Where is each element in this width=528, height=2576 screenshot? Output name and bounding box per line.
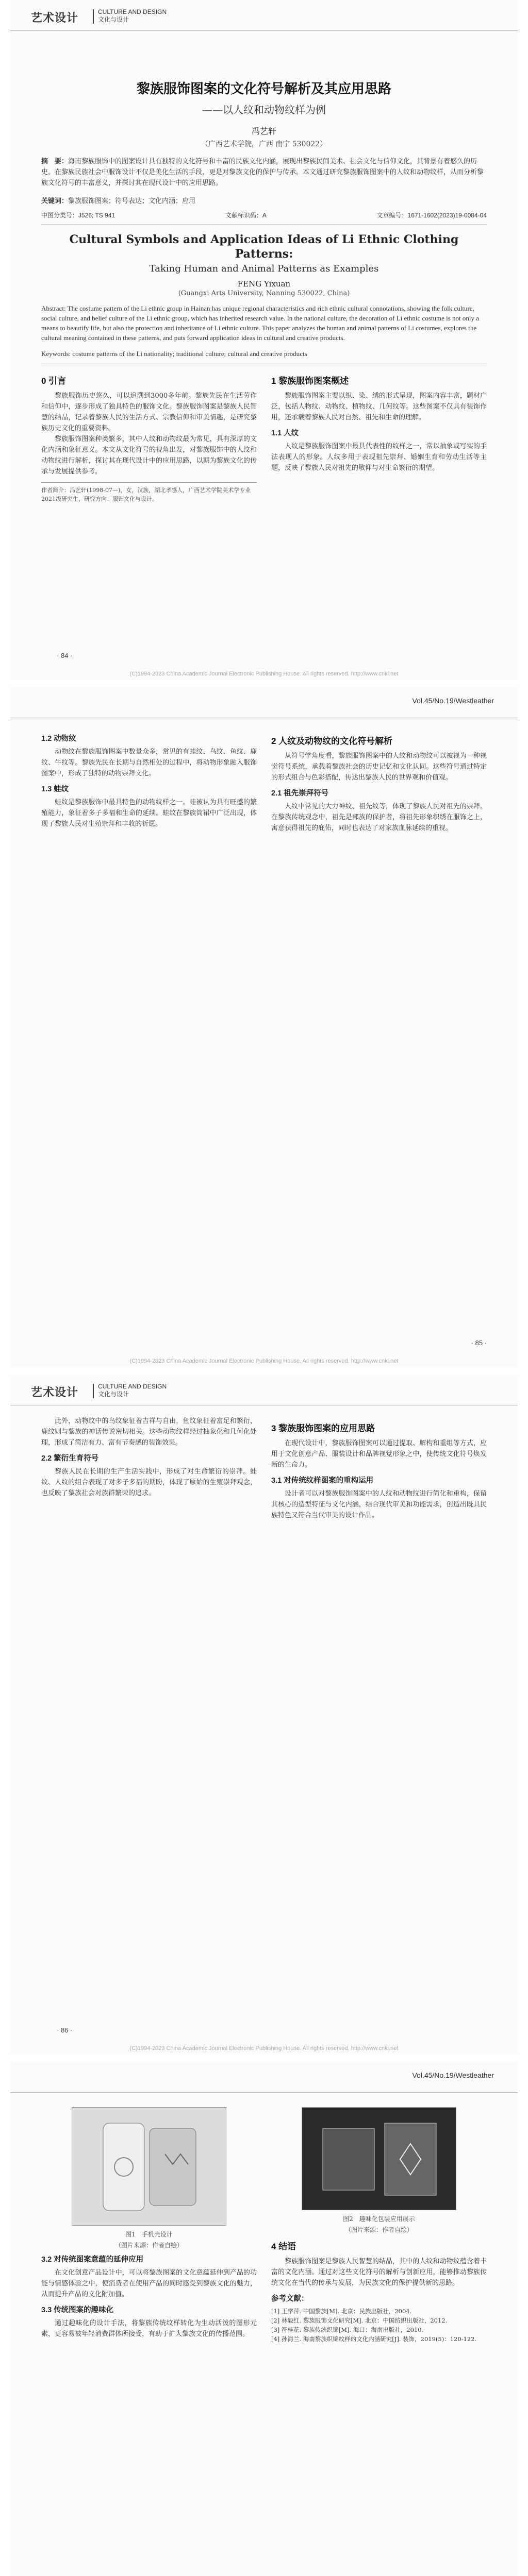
right-column — [271, 368, 487, 503]
paragraph: 黎族服饰图案主要以织、染、绣的形式呈现，图案内容丰富，题材广泛，包括人物纹、动物纹、植物纹、几何纹等。这些图案不仅具有装饰作用，还承载着黎族人民对自然、祖先和生命的理解。 — [271, 392, 487, 421]
abstract-text: 海南黎族服饰中的图案设计具有独特的文化符号和丰富的民族文化内涵，展现出黎族民间美术、社会文化与信仰文化，其背景有着悠久的历史。在黎族民族社会中服饰设计不仅是美化生活的手段，更是对黎族文化的保护与传承。本文通过研究黎族服饰图案中的人纹和动物纹样，从而分析黎族文化符号的丰富意义，并探讨其在现代设计中的应用思路。 — [41, 158, 484, 187]
keywords-text: 黎族服饰图案；符号表达；文化内涵；应用 — [68, 197, 196, 205]
reference-item: [1] 王学萍. 中国黎族[M]. 北京：民族出版社，2004. — [271, 2308, 412, 2315]
page-body — [41, 2103, 487, 2344]
packaging-illustration — [302, 2108, 457, 2211]
body-columns — [41, 368, 487, 503]
paragraph: 蛙纹是黎族服饰中最具特色的动物纹样之一。蛙被认为具有旺盛的繁殖能力，象征着多子多福和生命的延续。蛙纹在黎族筒裙中广泛出现，体现了黎族人民对生殖崇拜和丰收的祈愿。 — [41, 799, 257, 828]
figure-phone-case — [72, 2107, 226, 2226]
figure-caption: 图1 手机壳设计 — [125, 2231, 173, 2238]
author-en: FENG Yixuan — [237, 279, 291, 289]
right-column — [271, 2103, 487, 2344]
affiliation-en: (Guangxi Arts University, Nanning 530022, China) — [178, 290, 350, 297]
paragraph: 动物纹在黎族服饰图案中数量众多，常见的有蛙纹、鸟纹、鱼纹、鹿纹、牛纹等。黎族先民在长期与自然相处的过程中，将动物形象融入服饰图案中，形成了独特的动物崇拜文化。 — [41, 748, 257, 777]
subsection-heading: 2.1 祖先崇拜符号 — [271, 789, 329, 798]
references-heading: 参考文献： — [271, 2295, 309, 2303]
logo-en-line2: 文化与设计 — [98, 1391, 129, 1398]
page-number: · 85 · — [471, 1339, 487, 1347]
phone-case-illustration — [72, 2108, 227, 2226]
page-number: · 86 · — [57, 2026, 73, 2034]
journal-page-4 — [10, 2062, 518, 2576]
subsection-heading: 1.1 人纹 — [271, 429, 299, 437]
article-title-cn: 黎族服饰图案的文化符号解析及其应用思路 — [136, 81, 391, 97]
page-header — [10, 687, 518, 718]
section-heading: 4 结语 — [271, 2242, 296, 2251]
keywords-cn — [41, 196, 487, 207]
copyright-footer: (C)1994-2023 China Academic Journal Electronic Publishing House. All rights reserved. http://www.cnki.net — [129, 2045, 399, 2052]
article-subtitle-cn: ——以人纹和动物纹样为例 — [202, 104, 326, 116]
body-columns — [41, 2103, 487, 2344]
left-column — [41, 728, 257, 834]
keywords-label: 关键词： — [41, 197, 69, 205]
paragraph: 黎族服饰图案种类繁多，其中人纹和动物纹最为常见，具有深厚的文化内涵和象征意义。本文从文化符号的视角出发，对黎族服饰中的人纹和动物纹进行解析，探讨其在现代设计中的应用思路，以期为黎族文化的传承与发展提供参考。 — [41, 435, 257, 476]
section-heading: 1 黎族服饰图案概述 — [271, 376, 349, 386]
page-header — [10, 0, 518, 31]
journal-logo-en — [98, 1383, 167, 1398]
paragraph: 从符号学角度看，黎族服饰图案中的人纹和动物纹可以被视为一种视觉符号系统，承载着黎族社会的历史记忆和文化认同。这些符号通过特定的形式组合与色彩搭配，传达出黎族人民的世界观和价值观。 — [271, 752, 487, 782]
paragraph: 黎族人民在长期的生产生活实践中，形成了对生命繁衍的崇拜。蛙纹、人纹的组合表现了对多子多福的期盼，体现了原始的生殖崇拜观念，也反映了黎族社会对族群繁荣的追求。 — [41, 1468, 257, 1497]
keywords-en: Keywords: costume patterns of the Li nationality; traditional culture; cultural and creative products — [41, 350, 307, 358]
affiliation-cn: （广西艺术学院，广西 南宁 530022） — [201, 140, 327, 148]
page-header — [10, 2062, 518, 2093]
article-head — [41, 31, 487, 503]
left-column — [41, 1416, 257, 1521]
journal-logo: 艺术设计 — [31, 11, 79, 25]
abstract-label: 摘 要： — [41, 158, 69, 165]
logo-divider — [93, 9, 94, 24]
paragraph: 人纹中常见的大力神纹、祖先纹等，体现了黎族人民对祖先的崇拜。在黎族传统观念中，祖先是部族的保护者，将祖先形象织绣在服饰之上，寓意获得祖先的庇佑，同时也表达了对家族血脉延续的重视。 — [271, 803, 487, 832]
logo-en-line1: CULTURE AND DESIGN — [98, 8, 167, 15]
figure-source: （图片来源：作者自绘） — [344, 2226, 413, 2233]
article-meta — [41, 211, 487, 219]
body-columns — [41, 728, 487, 834]
subsection-heading: 1.3 蛙纹 — [41, 785, 69, 793]
article-id: 文章编号：1671-1602(2023)19-0084-04 — [376, 212, 487, 219]
page-number: · 84 · — [57, 652, 73, 659]
journal-page-2 — [10, 687, 518, 1367]
figure-caption: 图2 趣味化包装应用展示 — [343, 2215, 415, 2223]
right-column — [271, 728, 487, 834]
left-column — [41, 2103, 257, 2344]
journal-page-1 — [10, 0, 518, 680]
body-columns — [41, 1416, 487, 1521]
author-cn: 冯艺轩 — [251, 126, 276, 136]
journal-page-3 — [10, 1375, 518, 2055]
left-column — [41, 368, 257, 503]
article-subtitle-en: Taking Human and Animal Patterns as Examples — [149, 263, 379, 274]
copyright-footer: (C)1994-2023 China Academic Journal Electronic Publishing House. All rights reserved. http://www.cnki.net — [129, 1358, 399, 1364]
subsection-heading: 3.3 传统图案的趣味化 — [41, 2306, 114, 2314]
author-footnote: 作者简介：冯艺轩(1998-07—)，女，汉族，湖北孝感人，广西艺术学院美术学专业2021级研究生，研究方向：服饰文化与设计。 — [41, 482, 257, 503]
reference-item: [4] 孙海兰. 海南黎族织锦纹样的文化内涵研究[J]. 装饰，2019(5)：120-122. — [271, 2335, 477, 2343]
paragraph: 在文化创意产品设计中，可以将黎族图案的文化意蕴延伸到产品的功能与情感体验之中，使消费者在使用产品的同时感受到黎族文化的魅力，从而提升产品的文化附加值。 — [41, 2269, 257, 2298]
clc-number: 中图分类号：J526; TS 941 — [41, 212, 116, 219]
paragraph: 黎族服饰历史悠久，可以追溯到3000多年前。黎族先民在生活劳作和信仰中，逐步形成了独具特色的服饰文化。黎族服饰图案是黎族人民智慧的结晶，记录着黎族人民的生活方式、宗教信仰和审美情趣，是研究黎族历史文化的重要资料。 — [41, 392, 257, 432]
copyright-footer: (C)1994-2023 China Academic Journal Electronic Publishing House. All rights reserved. http://www.cnki.net — [129, 671, 399, 677]
logo-en-line2: 文化与设计 — [98, 16, 129, 23]
article-title-en: Cultural Symbols and Application Ideas of Li Ethnic Clothing Patterns: — [69, 233, 459, 261]
paragraph: 设计者可以对黎族服饰图案中的人纹和动物纹进行简化和重构，保留其核心的造型特征与文化内涵，结合现代审美和功能需求，创造出既具民族特色又符合当代审美的设计作品。 — [271, 1490, 487, 1519]
paragraph: 此外，动物纹中的鸟纹象征着吉祥与自由，鱼纹象征着富足和繁衍，鹿纹则与黎族的神话传说密切相关。这些动物纹样经过抽象化和几何化处理，形成了简洁有力、富有节奏感的装饰效果。 — [41, 1417, 257, 1447]
figure-packaging — [302, 2107, 456, 2210]
subsection-heading: 2.2 繁衍生育符号 — [41, 1454, 99, 1463]
section-heading: 0 引言 — [41, 376, 67, 386]
page-body — [41, 1416, 487, 1521]
figure-source: （图片来源：作者自绘） — [114, 2242, 183, 2249]
paragraph: 在现代设计中，黎族服饰图案可以通过提取、解构和重组等方式，应用于文化创意产品、服装设计和品牌视觉形象之中，使传统文化符号焕发新的生命力。 — [271, 1439, 487, 1469]
page-header — [10, 1375, 518, 1405]
doc-code: 文献标识码：A — [225, 212, 267, 219]
subsection-heading: 3.2 对传统图案意蕴的延伸应用 — [41, 2256, 144, 2264]
journal-logo-en — [98, 8, 167, 24]
reference-item: [3] 符桂花. 黎族传统织锦[M]. 海口：海南出版社，2010. — [271, 2326, 424, 2333]
subsection-heading: 1.2 动物纹 — [41, 735, 76, 743]
logo-divider — [93, 1384, 94, 1398]
running-title: Vol.45/No.19/Westleather — [412, 697, 494, 705]
abstract-en: Abstract: The costume pattern of the Li ethnic group in Hainan has unique regional characteristics and rich ethnic cultural connotations, showing the folk culture, social culture, and belief culture of the Li ethnic group, which has inherited research value. In the national culture, the decoration of Li ethnic costume is not only a means to beautify life, but also the protection and inheritance of Li ethnic culture. This paper analyzes the human and animal patterns of Li costumes, explores the cultural meaning contained in these patterns, and puts forward application ideas in cultural and creative products. — [41, 304, 480, 342]
reference-item: [2] 林毅红. 黎族服饰文化研究[M]. 北京：中国纺织出版社，2012. — [271, 2317, 448, 2324]
paragraph: 通过趣味化的设计手法，将黎族传统纹样转化为生动活泼的图形元素，更容易被年轻消费群体所接受，有助于扩大黎族文化的传播范围。 — [41, 2319, 257, 2338]
section-heading: 2 人纹及动物纹的文化符号解析 — [271, 736, 393, 746]
right-column — [271, 1416, 487, 1521]
paragraph: 人纹是黎族服饰图案中最具代表性的纹样之一，常以抽象或写实的手法表现人的形象。人纹多用于表现祖先崇拜、婚姻生育和劳动生活等主题，反映了黎族人民对祖先的敬仰与对生命繁衍的期望。 — [271, 443, 487, 472]
abstract-cn — [41, 156, 487, 189]
journal-logo: 艺术设计 — [31, 1386, 79, 1399]
logo-en-line1: CULTURE AND DESIGN — [98, 1383, 167, 1390]
page-body — [41, 728, 487, 834]
subsection-heading: 3.1 对传统纹样图案的重构运用 — [271, 1477, 374, 1485]
running-title: Vol.45/No.19/Westleather — [412, 2071, 494, 2079]
section-heading: 3 黎族服饰图案的应用思路 — [271, 1423, 375, 1433]
paragraph: 黎族服饰图案是黎族人民智慧的结晶，其中的人纹和动物纹蕴含着丰富的文化内涵。通过对这些文化符号的解析与创新应用，能够推动黎族传统文化在当代的传承与发展，为民族文化的保护提供新的思路。 — [271, 2258, 487, 2287]
